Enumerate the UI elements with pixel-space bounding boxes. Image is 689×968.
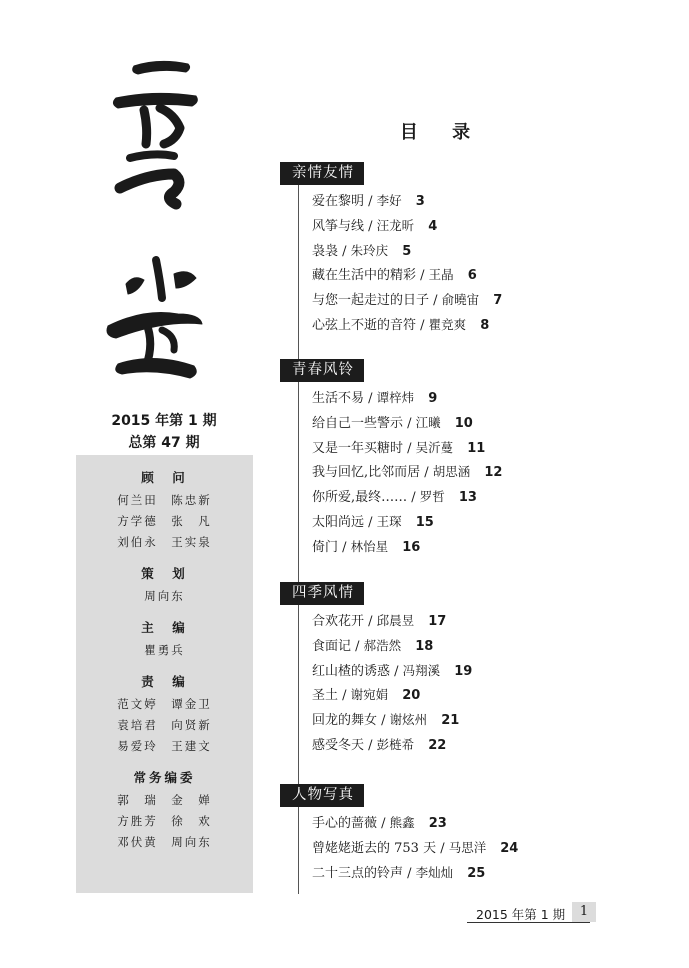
- entry-page: 15: [415, 514, 434, 530]
- section-header: 人物写真: [280, 784, 364, 807]
- entry-title: 太阳尚远: [312, 514, 365, 530]
- toc-entry[interactable]: 风筝与线 / 汪龙昕 4: [312, 217, 438, 234]
- entry-author: 李好: [376, 193, 402, 208]
- entry-page: 21: [441, 713, 460, 729]
- entry-title: 倚门: [312, 539, 339, 555]
- entry-title: 你所爱,最终……: [312, 490, 408, 506]
- entry-author: 胡思涵: [432, 464, 471, 480]
- toc-entry[interactable]: 二十三点的铃声 / 李灿灿 25: [312, 864, 486, 881]
- entry-title: 曾姥姥逝去的 753 天: [312, 840, 437, 856]
- entry-page: 17: [428, 614, 447, 629]
- entry-page: 8: [480, 317, 490, 333]
- toc-section: [280, 162, 502, 338]
- entry-page: 25: [467, 865, 486, 881]
- entry-title: 又是一年买糖时: [312, 440, 404, 456]
- staff-names: 何兰田 陈忠新: [117, 493, 212, 507]
- entry-page: 16: [402, 539, 421, 555]
- masthead-calligraphy-logo: [104, 48, 204, 393]
- staff-group-editors: [76, 673, 253, 757]
- entry-author: 熊鑫: [389, 815, 415, 830]
- entry-title: 给自己一些警示: [312, 415, 404, 431]
- entry-page: 12: [484, 465, 503, 481]
- toc-section: [280, 359, 502, 560]
- entry-author: 王琛: [376, 513, 402, 529]
- section-header: 亲情友情: [280, 162, 364, 185]
- entry-page: 5: [402, 243, 412, 259]
- entry-title: 回龙的舞女: [312, 713, 378, 729]
- entry-author: 俞曉宙: [441, 292, 480, 308]
- footer-rule: [467, 922, 590, 923]
- staff-group-chief-editor: [76, 619, 253, 661]
- staff-names: 邓伏黄 周向东: [117, 835, 212, 849]
- entry-page: 22: [428, 737, 447, 753]
- entry-author: 江曦: [415, 414, 441, 430]
- entry-title: 风筝与线: [312, 218, 365, 234]
- entry-author: 李灿灿: [415, 864, 454, 880]
- staff-group-planning: [76, 565, 253, 607]
- toc-entry[interactable]: 太阳尚远 / 王琛 15: [312, 513, 434, 530]
- entry-author: 谭梓炜: [376, 390, 415, 405]
- toc-entry[interactable]: 给自己一些警示 / 江曦 10: [312, 414, 473, 431]
- staff-names: 方学德 张 凡: [117, 514, 212, 528]
- staff-names: 周向东: [144, 589, 185, 603]
- toc-entry[interactable]: 爱在黎明 / 李好 3: [312, 193, 425, 209]
- entry-author: 朱玲庆: [350, 242, 389, 258]
- entry-author: 林怡星: [350, 538, 389, 554]
- footer-issue: 2015 年第 1 期: [476, 907, 566, 922]
- entry-title: 圣土: [312, 688, 339, 704]
- entry-author: 谢宛娟: [350, 687, 389, 703]
- entry-title: 我与回忆,比邻而居: [312, 465, 421, 481]
- toc-entry[interactable]: 红山楂的诱惑 / 冯翔溪 19: [312, 662, 473, 679]
- entry-author: 王晶: [428, 267, 454, 283]
- entry-title: 二十三点的铃声: [312, 865, 404, 881]
- toc-entry[interactable]: 袅袅 / 朱玲庆 5: [312, 242, 412, 259]
- staff-names: 郭 瑞 金 婵: [117, 793, 212, 807]
- toc-section: [280, 582, 472, 758]
- section-header: 青春风铃: [280, 359, 364, 382]
- entry-title: 食面记: [312, 638, 352, 654]
- entry-page: 6: [467, 268, 477, 284]
- toc-entry[interactable]: 食面记 / 郝浩然 18: [312, 637, 434, 654]
- staff-names: 方胜芳 徐 欢: [117, 814, 212, 828]
- toc-entry[interactable]: 生活不易 / 谭梓炜 9: [312, 390, 438, 406]
- staff-group-title: 主 编: [141, 620, 188, 635]
- toc-entry[interactable]: 藏在生活中的精彩 / 王晶 6: [312, 267, 477, 284]
- entry-author: 郝浩然: [363, 637, 402, 653]
- entry-title: 手心的蔷薇: [312, 816, 378, 831]
- staff-names: 瞿勇兵: [144, 643, 185, 657]
- entry-author: 吴沂蔓: [415, 439, 454, 455]
- toc-entry[interactable]: 圣土 / 谢宛娟 20: [312, 687, 421, 704]
- toc-entry[interactable]: 手心的蔷薇 / 熊鑫 23: [312, 815, 447, 831]
- total-issue-number: 总第 47 期: [128, 435, 200, 451]
- entry-title: 藏在生活中的精彩: [312, 268, 417, 284]
- entry-author: 谢炫州: [389, 712, 428, 728]
- entry-page: 20: [402, 688, 421, 704]
- entry-page: 23: [428, 816, 447, 831]
- toc-entry[interactable]: 又是一年买糖时 / 吴沂蔓 11: [312, 439, 486, 456]
- toc-entry[interactable]: 回龙的舞女 / 谢炫州 21: [312, 712, 460, 729]
- entry-page: 7: [493, 293, 503, 309]
- toc-entry[interactable]: 我与回忆,比邻而居 / 胡思涵 12: [312, 464, 503, 481]
- toc-entry[interactable]: 心弦上不逝的音符 / 瞿竞爽 8: [312, 316, 490, 333]
- entry-author: 冯翔溪: [402, 662, 441, 678]
- toc-entry[interactable]: 你所爱,最终…… / 罗哲 13: [312, 489, 477, 506]
- entry-page: 13: [458, 490, 477, 506]
- entry-title: 合欢花开: [312, 614, 365, 629]
- footer-page-number: 1: [572, 902, 596, 922]
- staff-names: 刘伯永 王实泉: [117, 535, 212, 549]
- staff-group-title: 常务编委: [133, 770, 196, 785]
- staff-group-title: 顾 问: [141, 470, 188, 485]
- entry-page: 11: [467, 440, 486, 456]
- toc-entry[interactable]: 感受冬天 / 彭梿希 22: [312, 736, 447, 753]
- toc-entry[interactable]: 与您一起走过的日子 / 俞曉宙 7: [312, 292, 503, 309]
- entry-author: 瞿竞爽: [428, 316, 467, 332]
- section-header: 四季风情: [280, 582, 364, 605]
- issue-number: 2015 年第 1 期: [111, 413, 217, 429]
- staff-names: 易爱玲 王建文: [117, 739, 212, 753]
- entry-author: 罗哲: [419, 489, 445, 505]
- toc-heading: 目 录: [399, 122, 485, 143]
- staff-names: 范文婷 谭金卫: [117, 697, 212, 711]
- toc-section: [280, 784, 518, 885]
- staff-group-title: 策 划: [141, 566, 188, 581]
- entry-page: 3: [415, 194, 425, 209]
- entry-title: 爱在黎明: [312, 194, 365, 209]
- staff-group-title: 责 编: [141, 674, 188, 689]
- staff-group-advisors: [76, 469, 253, 553]
- staff-group-executive-board: [76, 769, 253, 853]
- entry-title: 感受冬天: [312, 737, 365, 753]
- staff-panel: [76, 455, 253, 893]
- entry-page: 9: [428, 391, 438, 406]
- entry-page: 4: [428, 218, 438, 234]
- entry-author: 马思洋: [448, 839, 487, 855]
- entry-title: 生活不易: [312, 391, 365, 406]
- entry-page: 10: [454, 415, 473, 431]
- entry-title: 袅袅: [312, 243, 339, 259]
- toc-entry[interactable]: 倚门 / 林怡星 16: [312, 538, 421, 555]
- entry-page: 19: [454, 663, 473, 679]
- toc-entry[interactable]: 曾姥姥逝去的 753 天 / 马思洋 24: [312, 839, 519, 856]
- entry-author: 彭梿希: [376, 736, 415, 752]
- entry-title: 心弦上不逝的音符: [312, 317, 417, 333]
- entry-author: 汪龙昕: [376, 217, 415, 233]
- entry-page: 24: [500, 840, 519, 856]
- toc-entry[interactable]: 合欢花开 / 邱晨昱 17: [312, 613, 447, 629]
- entry-author: 邱晨昱: [376, 613, 415, 628]
- entry-page: 18: [415, 638, 434, 654]
- entry-title: 与您一起走过的日子: [312, 293, 430, 309]
- entry-title: 红山楂的诱惑: [312, 663, 391, 679]
- staff-names: 袁培君 向贤新: [117, 718, 212, 732]
